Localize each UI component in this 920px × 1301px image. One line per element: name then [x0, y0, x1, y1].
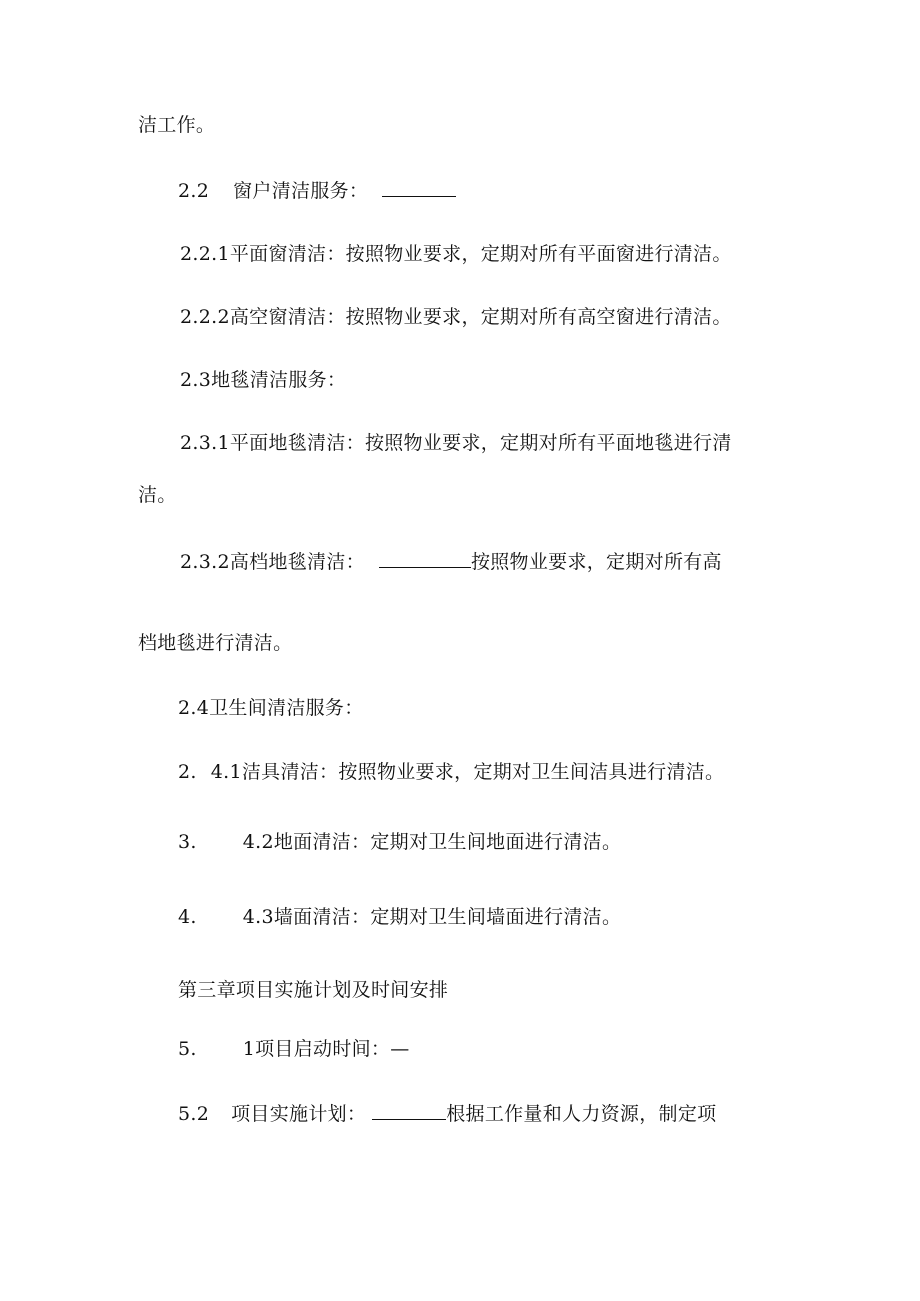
- section-title: 窗户清洁服务：: [233, 180, 369, 202]
- list-item: [178, 1036, 410, 1062]
- fill-in-blank: [379, 549, 471, 568]
- paragraph-line: [180, 430, 732, 456]
- section-number: 2.2: [178, 180, 210, 202]
- fill-in-blank: [382, 178, 456, 197]
- list-item: [178, 759, 724, 785]
- section-heading: [178, 178, 456, 204]
- list-item: [178, 1101, 716, 1127]
- text: 4.3墙面清洁：定期对卫生间墙面进行清洁。: [242, 906, 622, 928]
- text: 2.2.2高空窗清洁：按照物业要求，定期对所有高空窗进行清洁。: [180, 306, 732, 328]
- text: 根据工作量和人力资源，制定项: [446, 1103, 717, 1125]
- text: 4.2地面清洁：定期对卫生间地面进行清洁。: [242, 831, 622, 853]
- section-title: 2.3地毯清洁服务：: [180, 369, 347, 391]
- paragraph-line: [138, 112, 215, 138]
- section-title: 2.4卫生间清洁服务：: [178, 697, 364, 719]
- list-item: [178, 829, 621, 855]
- paragraph-line: [180, 241, 732, 267]
- text: 2.3.2高档地毯清洁：: [180, 551, 365, 573]
- paragraph-line: [138, 630, 292, 656]
- text: 2.2.1平面窗清洁：按照物业要求，定期对所有平面窗进行清洁。: [180, 243, 732, 265]
- list-number: 4.: [178, 906, 197, 928]
- paragraph-line: [180, 549, 722, 575]
- list-number: 2.: [178, 761, 197, 783]
- list-number: 5.2: [178, 1103, 210, 1125]
- paragraph-line: [180, 304, 732, 330]
- text: 洁工作。: [138, 114, 216, 136]
- list-number: 5.: [178, 1038, 197, 1060]
- text: 档地毯进行清洁。: [138, 632, 293, 654]
- text: 第三章项目实施计划及时间安排: [178, 979, 449, 1001]
- text: 项目实施计划：: [231, 1103, 367, 1125]
- text: 按照物业要求，定期对所有高: [470, 551, 722, 573]
- list-item: [178, 904, 621, 930]
- fill-in-blank: [372, 1101, 446, 1120]
- list-number: 3.: [178, 831, 197, 853]
- text: 洁。: [138, 484, 177, 506]
- text: 4.1洁具清洁：按照物业要求，定期对卫生间洁具进行清洁。: [210, 761, 725, 783]
- text: 1项目启动时间：—: [242, 1038, 410, 1060]
- paragraph-line: [138, 482, 177, 508]
- chapter-heading: [178, 977, 448, 1003]
- text: 2.3.1平面地毯清洁：按照物业要求，定期对所有平面地毯进行清: [180, 432, 732, 454]
- section-heading: [180, 367, 346, 393]
- section-heading: [178, 695, 364, 721]
